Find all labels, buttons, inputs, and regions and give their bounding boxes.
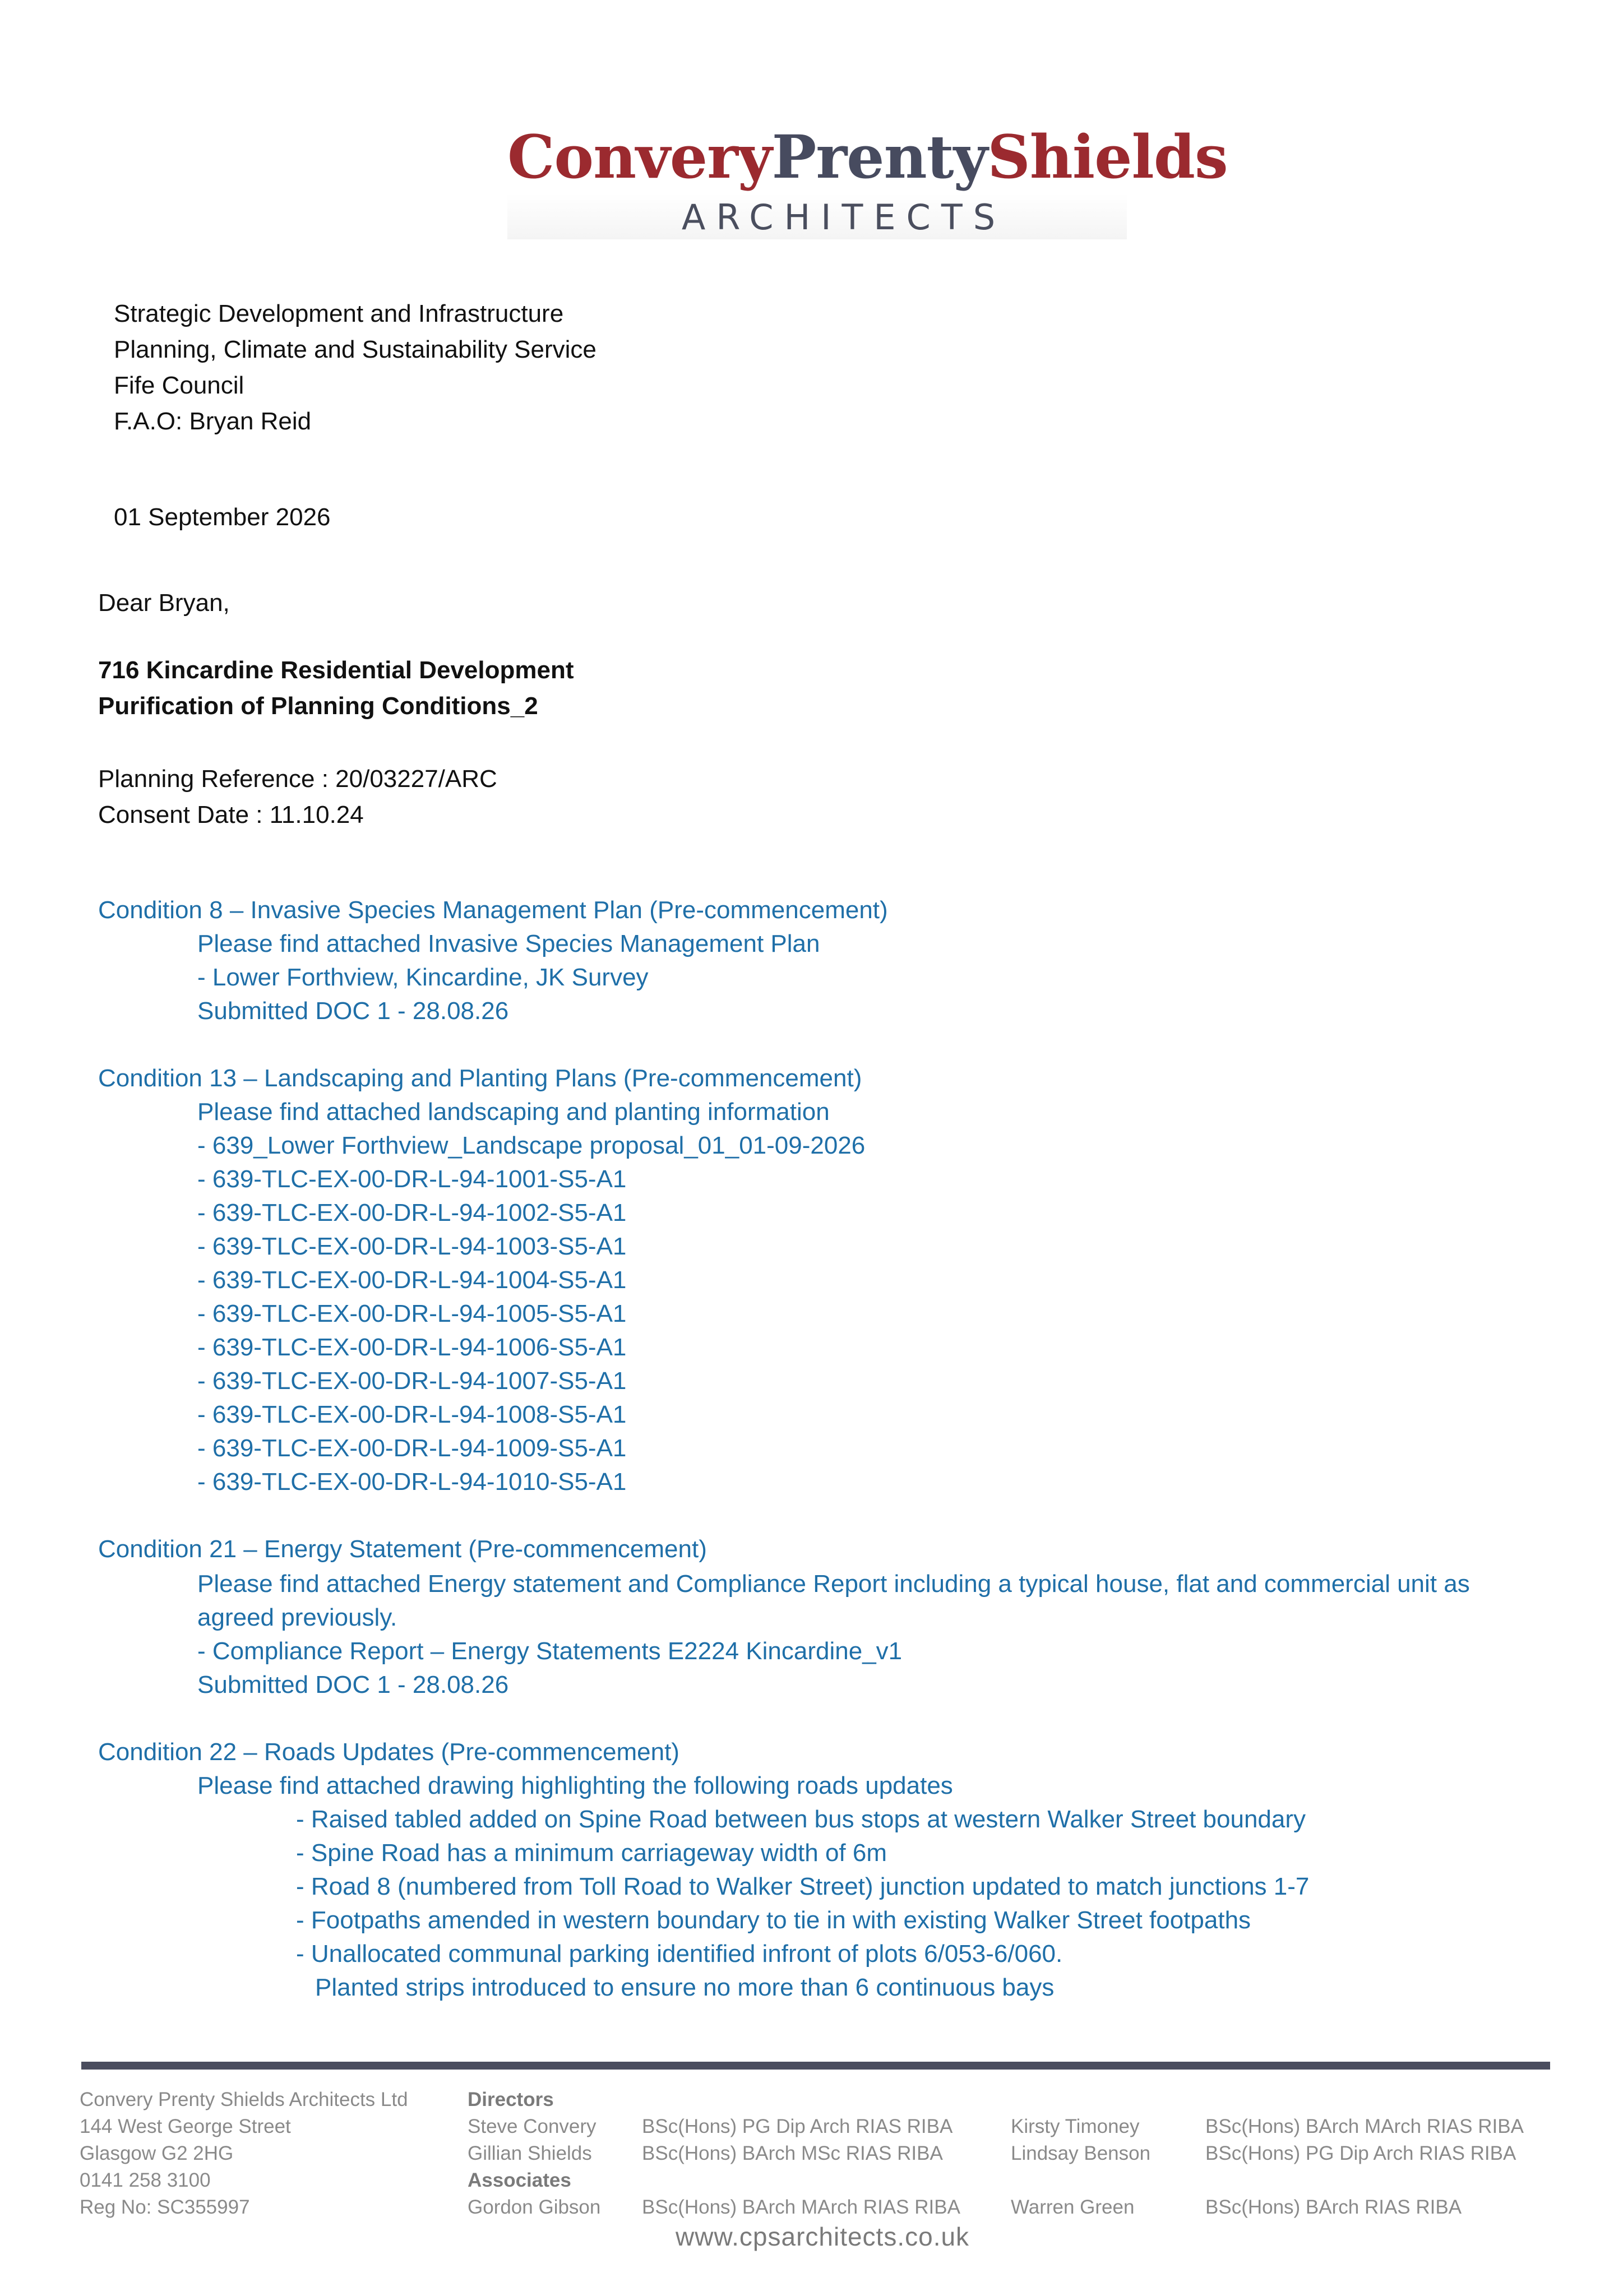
roads-update-item: - Footpaths amended in western boundary to tie in with existing Walker Street footpaths xyxy=(296,1906,1251,1934)
condition-line: Please find attached Energy statement and Compliance Report including a typical house, flat and commercial unit as xyxy=(197,1570,1470,1598)
footer-website-link[interactable]: www.cpsarchitects.co.uk xyxy=(676,2222,970,2251)
address-line: Planning, Climate and Sustainability Service xyxy=(114,336,597,363)
letter-date: 01 September 2026 xyxy=(114,503,331,531)
salutation: Dear Bryan, xyxy=(98,589,230,617)
roads-update-item: Planted strips introduced to ensure no more than 6 continuous bays xyxy=(315,1974,1055,2001)
roads-update-item: - Road 8 (numbered from Toll Road to Walker Street) junction updated to match junctions 1-7 xyxy=(296,1873,1310,1900)
drawing-reference: - 639-TLC-EX-00-DR-L-94-1003-S5-A1 xyxy=(197,1233,627,1260)
condition-line: Please find attached drawing highlighting the following roads updates xyxy=(197,1772,953,1799)
condition-heading: Condition 8 – Invasive Species Management Plan (Pre-commencement) xyxy=(98,896,888,924)
condition-line: - Compliance Report – Energy Statements E2224 Kincardine_v1 xyxy=(197,1637,903,1665)
footer-address-line: Glasgow G2 2HG xyxy=(80,2142,234,2164)
footer-person-name: Gordon Gibson xyxy=(468,2196,601,2218)
footer-associates-label: Associates xyxy=(468,2169,571,2191)
footer-person-quals: BSc(Hons) BArch MArch RIAS RIBA xyxy=(642,2196,960,2218)
drawing-reference: - 639-TLC-EX-00-DR-L-94-1004-S5-A1 xyxy=(197,1266,627,1294)
address-line: Strategic Development and Infrastructure xyxy=(114,300,564,327)
roads-update-item: - Raised tabled added on Spine Road between bus stops at western Walker Street boundary xyxy=(296,1806,1306,1833)
footer-person-name: Warren Green xyxy=(1011,2196,1135,2218)
footer-company-name: Convery Prenty Shields Architects Ltd xyxy=(80,2089,408,2110)
condition-line: - Lower Forthview, Kincardine, JK Survey xyxy=(197,964,649,991)
condition-heading: Condition 22 – Roads Updates (Pre-commencement) xyxy=(98,1738,679,1766)
logo-name-part2: Prenty xyxy=(771,122,988,192)
footer-person-quals: BSc(Hons) BArch MArch RIAS RIBA xyxy=(1205,2116,1524,2137)
footer-person-quals: BSc(Hons) BArch RIAS RIBA xyxy=(1205,2196,1462,2218)
logo-wordmark xyxy=(507,121,1228,193)
condition-line: agreed previously. xyxy=(197,1604,397,1631)
condition-heading: Condition 13 – Landscaping and Planting Plans (Pre-commencement) xyxy=(98,1064,862,1092)
footer-person-name: Steve Convery xyxy=(468,2116,597,2137)
roads-update-item: - Spine Road has a minimum carriageway width of 6m xyxy=(296,1839,887,1867)
footer-person-name: Kirsty Timoney xyxy=(1011,2116,1140,2137)
condition-line: Please find attached landscaping and planting information xyxy=(197,1098,830,1126)
roads-update-item: - Unallocated communal parking identified infront of plots 6/053-6/060. xyxy=(296,1940,1063,1968)
footer-address-line: 144 West George Street xyxy=(80,2116,291,2137)
condition-heading: Condition 21 – Energy Statement (Pre-commencement) xyxy=(98,1535,707,1563)
footer-person-name: Gillian Shields xyxy=(468,2142,592,2164)
footer-phone: 0141 258 3100 xyxy=(80,2169,211,2191)
company-logo xyxy=(507,121,1228,241)
footer-reg-number: Reg No: SC355997 xyxy=(80,2196,250,2218)
condition-line: Submitted DOC 1 - 28.08.26 xyxy=(197,1671,509,1698)
condition-line: Submitted DOC 1 - 28.08.26 xyxy=(197,997,509,1025)
footer-person-quals: BSc(Hons) PG Dip Arch RIAS RIBA xyxy=(1205,2142,1516,2164)
drawing-reference: - 639-TLC-EX-00-DR-L-94-1007-S5-A1 xyxy=(197,1367,627,1395)
logo-subtitle: ARCHITECTS xyxy=(681,197,1006,238)
drawing-reference: - 639_Lower Forthview_Landscape proposal_01_01-09-2026 xyxy=(197,1132,866,1159)
drawing-reference: - 639-TLC-EX-00-DR-L-94-1002-S5-A1 xyxy=(197,1199,627,1226)
logo-name-part3: Shields xyxy=(987,122,1228,192)
planning-reference: Planning Reference : 20/03227/ARC xyxy=(98,765,497,793)
footer-person-quals: BSc(Hons) BArch MSc RIAS RIBA xyxy=(642,2142,943,2164)
footer-person-quals: BSc(Hons) PG Dip Arch RIAS RIBA xyxy=(642,2116,953,2137)
consent-date: Consent Date : 11.10.24 xyxy=(98,801,364,828)
drawing-reference: - 639-TLC-EX-00-DR-L-94-1006-S5-A1 xyxy=(197,1334,627,1361)
subject-line: 716 Kincardine Residential Development xyxy=(98,656,574,684)
drawing-reference: - 639-TLC-EX-00-DR-L-94-1001-S5-A1 xyxy=(197,1165,627,1193)
footer-directors-label: Directors xyxy=(468,2089,554,2110)
footer-divider xyxy=(81,2062,1550,2070)
footer-person-name: Lindsay Benson xyxy=(1011,2142,1151,2164)
subject-line: Purification of Planning Conditions_2 xyxy=(98,692,538,720)
logo-name-part1: Convery xyxy=(507,122,772,192)
condition-line: Please find attached Invasive Species Management Plan xyxy=(197,930,820,957)
drawing-reference: - 639-TLC-EX-00-DR-L-94-1009-S5-A1 xyxy=(197,1434,627,1462)
address-line: F.A.O: Bryan Reid xyxy=(114,408,312,435)
address-line: Fife Council xyxy=(114,372,244,399)
drawing-reference: - 639-TLC-EX-00-DR-L-94-1008-S5-A1 xyxy=(197,1401,627,1428)
drawing-reference: - 639-TLC-EX-00-DR-L-94-1010-S5-A1 xyxy=(197,1468,627,1496)
drawing-reference: - 639-TLC-EX-00-DR-L-94-1005-S5-A1 xyxy=(197,1300,627,1327)
